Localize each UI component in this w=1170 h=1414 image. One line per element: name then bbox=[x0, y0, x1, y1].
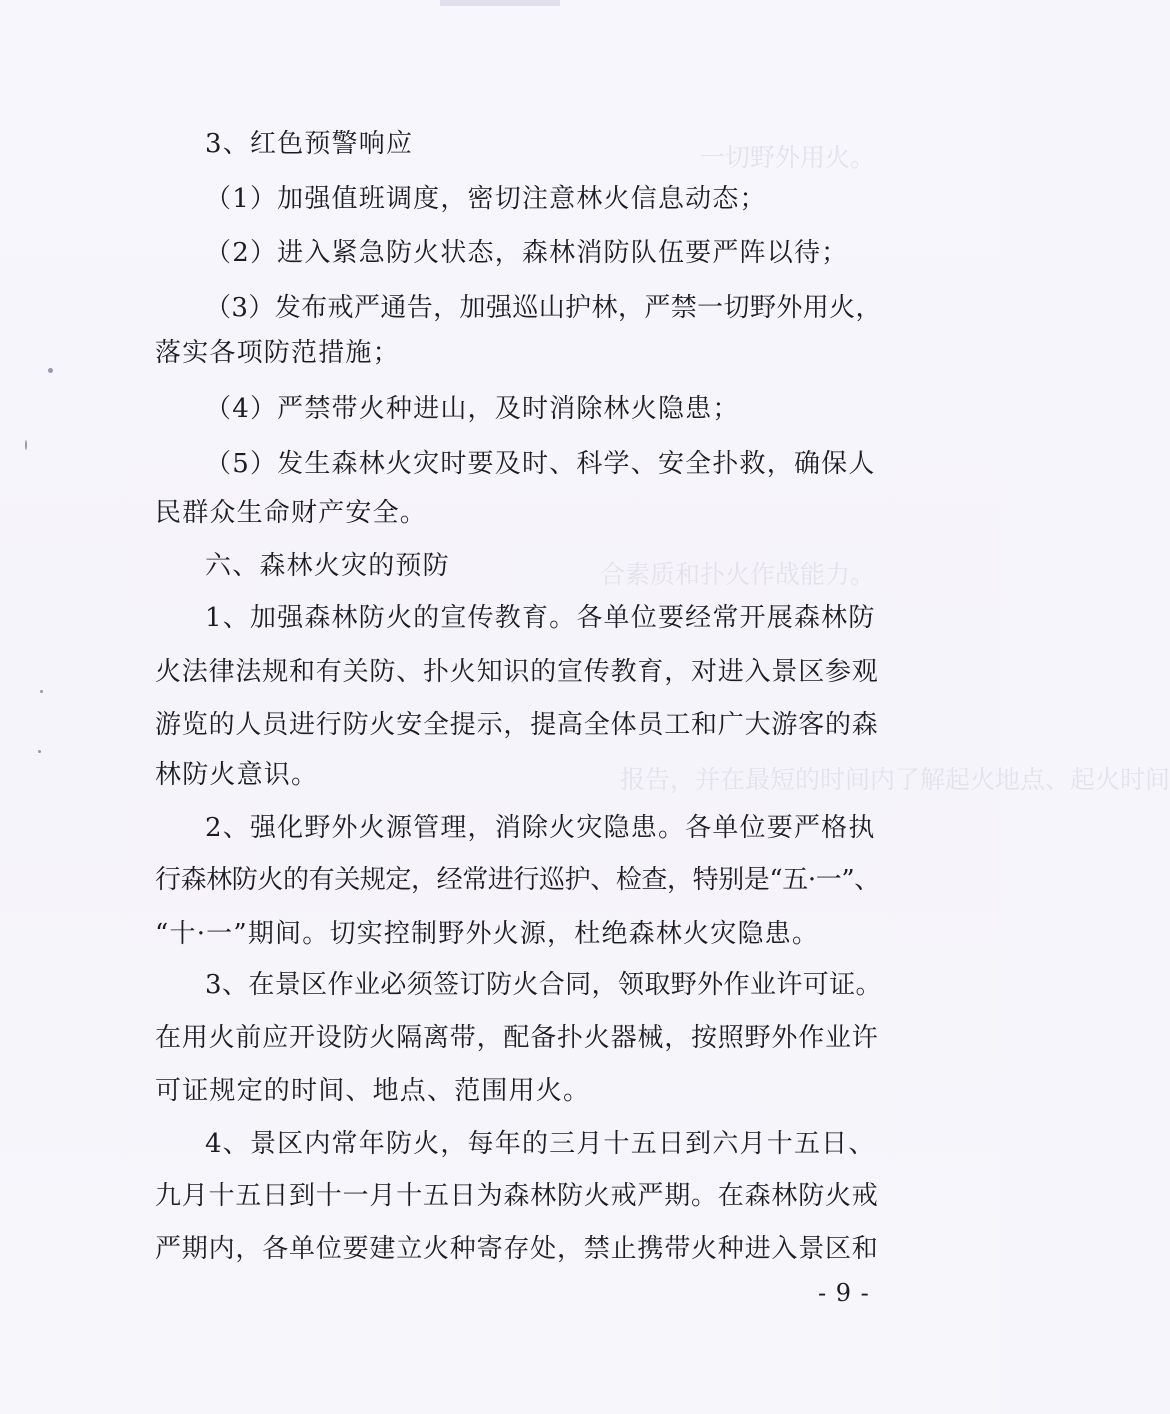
scan-speck bbox=[48, 368, 53, 373]
show-through-text: 一切野外用火。 bbox=[700, 143, 876, 172]
paragraph-line: 民群众生命财产安全。 bbox=[155, 498, 428, 528]
paragraph-line: （5）发生森林火灾时要及时、科学、安全扑救，确保人 bbox=[205, 449, 876, 479]
paragraph-line: （3）发布戒严通告，加强巡山护林，严禁一切野外用火， bbox=[205, 293, 882, 323]
scan-speck bbox=[25, 440, 27, 450]
paragraph-line: 九月十五日到十一月十五日为森林防火戒严期。在森林防火戒 bbox=[155, 1181, 879, 1211]
paragraph-line: “十·一”期间。切实控制野外火源，杜绝森林火灾隐患。 bbox=[155, 919, 820, 949]
paragraph-line: 游览的人员进行防火安全提示，提高全体员工和广大游客的森 bbox=[155, 710, 879, 740]
scan-speck bbox=[40, 690, 43, 693]
paragraph-line: 可证规定的时间、地点、范围用火。 bbox=[155, 1076, 591, 1106]
paragraph-line: （1）加强值班调度，密切注意林火信息动态； bbox=[205, 184, 767, 214]
paragraph-line: 4、景区内常年防火，每年的三月十五日到六月十五日、 bbox=[205, 1129, 876, 1159]
section-heading: 3、红色预警响应 bbox=[205, 129, 414, 159]
page-number: - 9 - bbox=[818, 1279, 870, 1307]
show-through-text: 报告，并在最短的时间内了解起火地点、起火时间 bbox=[620, 765, 1170, 794]
scan-mark bbox=[440, 0, 560, 6]
paragraph-line: 严期内，各单位要建立火种寄存处，禁止携带火种进入景区和 bbox=[155, 1234, 879, 1264]
section-heading: 六、森林火灾的预防 bbox=[205, 551, 450, 581]
paragraph-line: （4）严禁带火种进山，及时消除林火隐患； bbox=[205, 394, 740, 424]
paragraph-line: 在用火前应开设防火隔离带，配备扑火器械，按照野外作业许 bbox=[155, 1023, 879, 1053]
paragraph-line: 行森林防火的有关规定，经常进行巡护、检查，特别是“五·一”、 bbox=[155, 865, 880, 895]
paragraph-line: （2）进入紧急防火状态，森林消防队伍要严阵以待； bbox=[205, 238, 849, 268]
scan-speck bbox=[38, 750, 41, 753]
paragraph-line: 林防火意识。 bbox=[155, 760, 319, 790]
paragraph-line: 落实各项防范措施； bbox=[155, 338, 400, 368]
paragraph-line: 1、加强森林防火的宣传教育。各单位要经常开展森林防 bbox=[205, 603, 876, 633]
paragraph-line: 2、强化野外火源管理，消除火灾隐患。各单位要严格执 bbox=[205, 813, 876, 843]
show-through-text: 合素质和扑火作战能力。 bbox=[600, 560, 876, 589]
paragraph-line: 火法律法规和有关防、扑火知识的宣传教育，对进入景区参观 bbox=[155, 657, 879, 687]
paragraph-line: 3、在景区作业必须签订防火合同，领取野外作业许可证。 bbox=[205, 970, 882, 1000]
